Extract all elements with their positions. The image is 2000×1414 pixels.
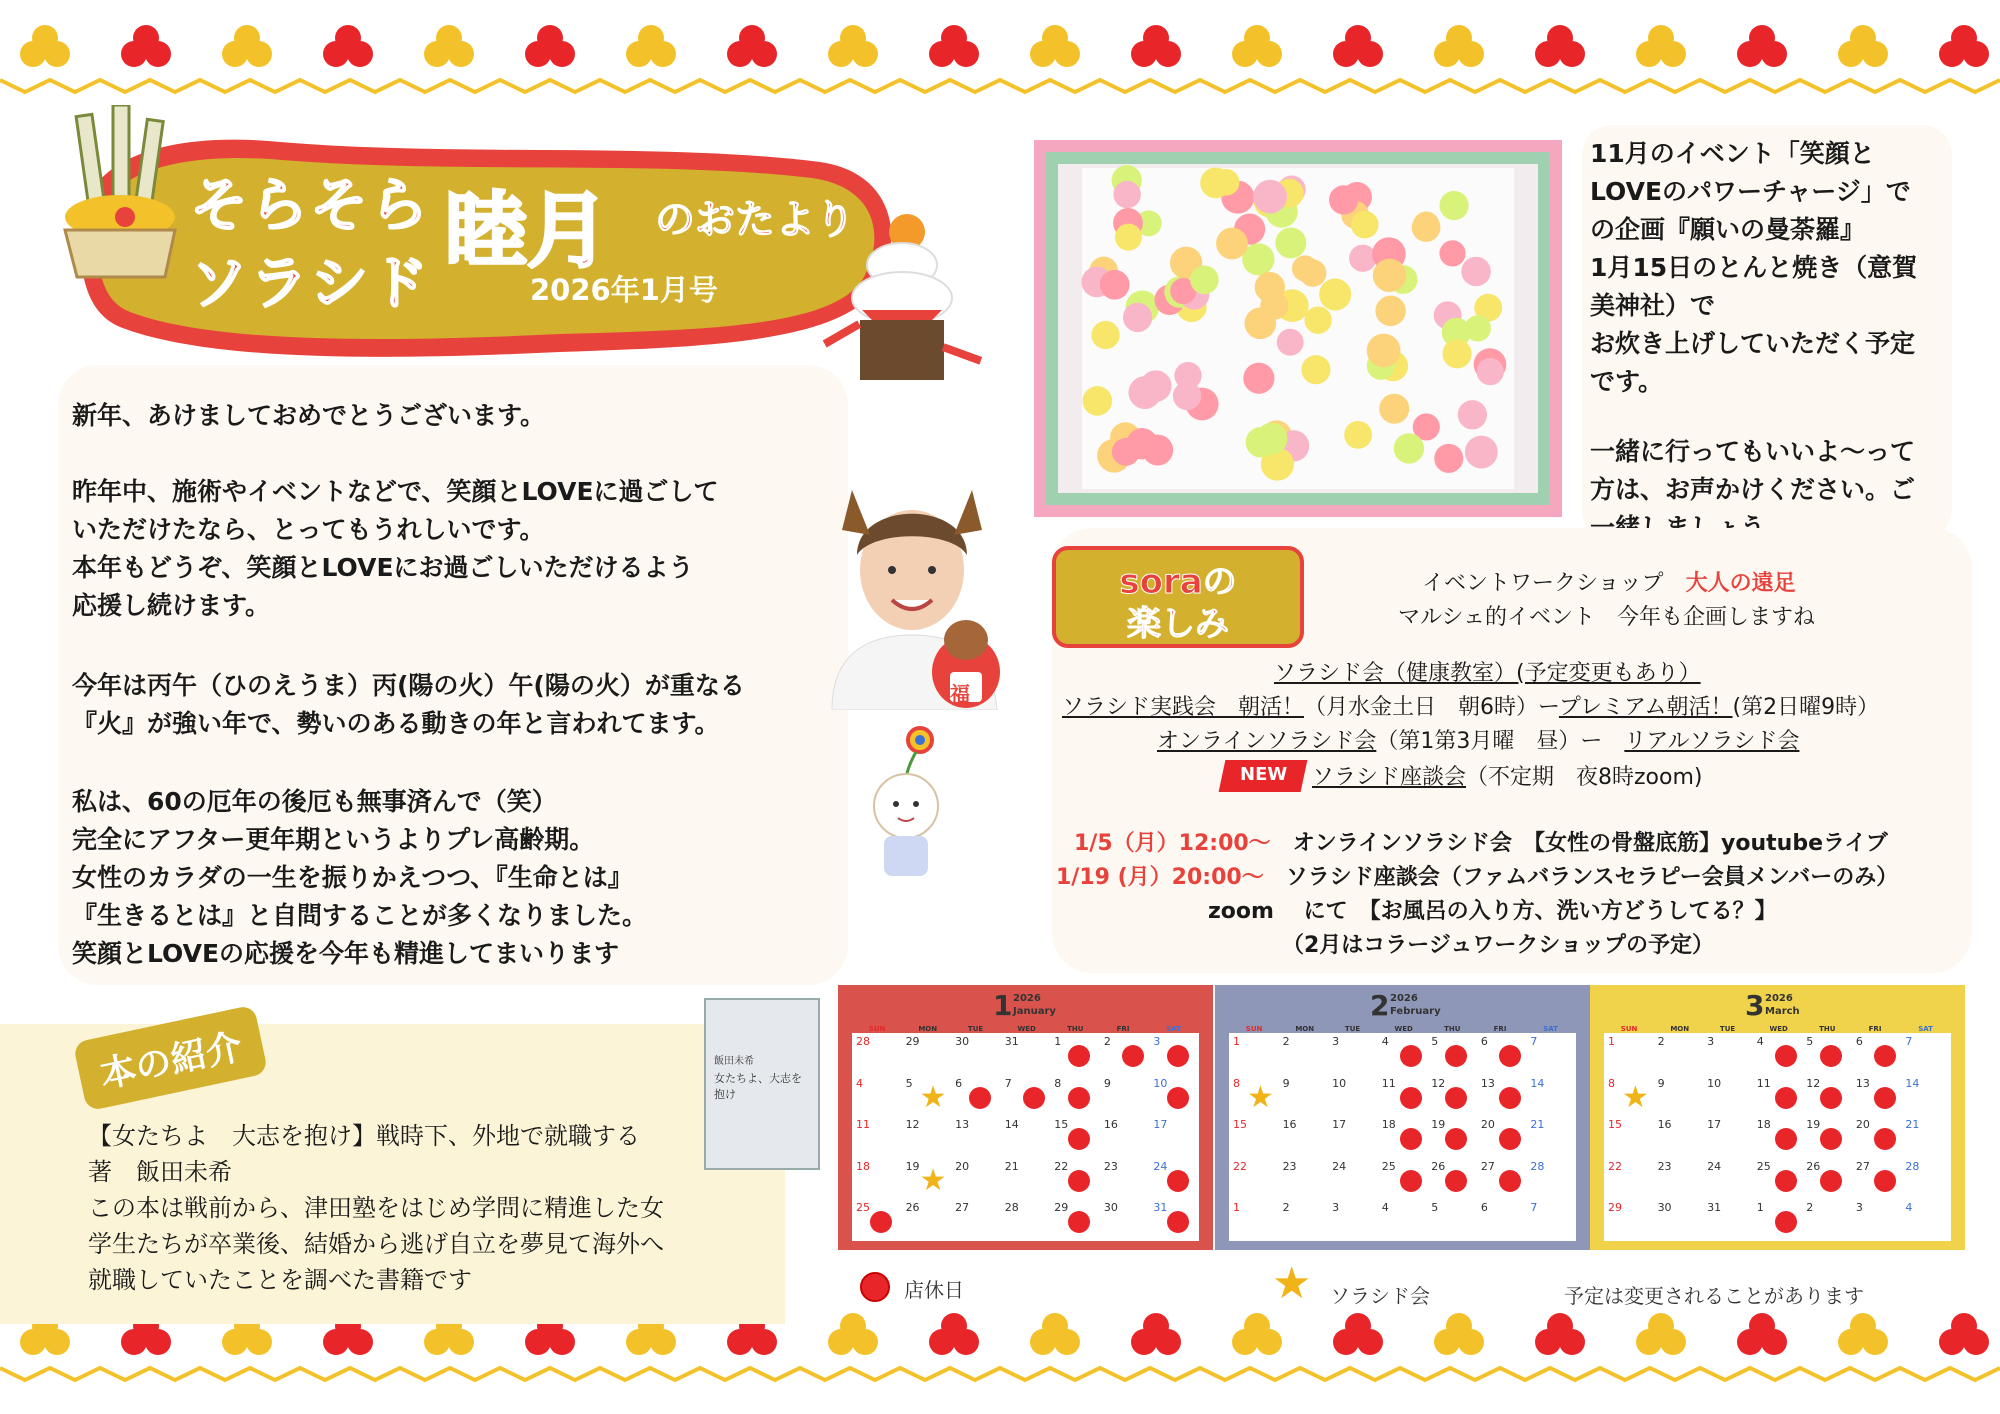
calendar-day: 1: [1756, 1201, 1764, 1215]
calendar-day: 27: [955, 1201, 970, 1215]
calendar-day: 4: [1756, 1035, 1764, 1048]
book-cover: [704, 998, 820, 1170]
calendar-day: 4: [856, 1076, 863, 1090]
calendar-day: 1: [1233, 1201, 1240, 1215]
closed-day-marker: [1775, 1045, 1797, 1067]
closed-day-marker: [1775, 1087, 1797, 1109]
marche-line: マルシェ的イベント 今年も企画しますね: [1398, 605, 1816, 630]
title-sorasora: そらそら: [190, 171, 431, 239]
event-line: お炊き上げしていただく予定: [1590, 329, 1916, 358]
closed-day-marker: [1775, 1128, 1797, 1150]
book-cover-title: 女たちよ、大志を抱け: [714, 1072, 802, 1101]
closed-day-marker: [1874, 1170, 1896, 1192]
calendar-day: 15: [1608, 1118, 1622, 1132]
calendar-month-number: 1: [993, 989, 1013, 1022]
calendar-day: 1: [1608, 1035, 1615, 1048]
calendar-day: 28: [1004, 1201, 1019, 1215]
calendar-day: 13: [1855, 1076, 1870, 1090]
calendar-day: 25: [856, 1201, 870, 1215]
book-line: 学生たちが卒業後、結婚から逃げ自立を夢見て海外へ: [88, 1230, 664, 1258]
calendar-day: 8: [1054, 1076, 1062, 1090]
calendar-day: 2: [1282, 1201, 1290, 1215]
calendar-day: 16: [1103, 1118, 1118, 1132]
weekday-label: MON: [1670, 1025, 1690, 1033]
schedule-2: [1056, 860, 1898, 891]
greeting-line: 笑顔とLOVEの応援を今年も精進してまいります: [72, 939, 620, 968]
closed-day-marker: [1445, 1087, 1467, 1109]
calendar-grid: [852, 1033, 1199, 1241]
closed-day-marker: [1068, 1170, 1090, 1192]
calendar-day: 2: [1806, 1201, 1814, 1215]
calendar-day: 15: [1054, 1118, 1069, 1132]
calendar-day: 17: [1332, 1118, 1347, 1132]
calendar-year: 2026: [1013, 993, 1041, 1004]
calendar-day: 3: [1855, 1201, 1863, 1215]
legend-note: 予定は変更されることがあります: [1564, 1284, 1864, 1308]
issue-label: 2026年1月号: [530, 273, 718, 307]
weekday-label: THU: [1067, 1025, 1084, 1033]
calendar-day: 12: [1806, 1076, 1821, 1090]
calendar-day: 8: [1608, 1076, 1615, 1090]
weekday-label: FRI: [1116, 1025, 1130, 1033]
calendar-day: 20: [1480, 1118, 1495, 1132]
calendar-day: 26: [1431, 1159, 1446, 1173]
calendar-day: 30: [955, 1035, 970, 1048]
greeting-line: 『火』が強い年で、勢いのある動きの年と言われてます。: [72, 709, 720, 738]
calendar-day: 16: [1282, 1118, 1297, 1132]
calendar-march: [1590, 985, 1965, 1250]
calendar-day: 23: [1657, 1159, 1672, 1173]
book-cover-author: 飯田未希: [714, 1056, 754, 1067]
closed-day-marker: [1874, 1045, 1896, 1067]
online-time: （第1第3月曜 昼）ー: [1376, 729, 1625, 754]
health-class-link[interactable]: ソラシド会（健康教室）(予定変更もあり）: [1274, 661, 1701, 686]
schedule-1: [1074, 826, 1888, 857]
greeting-line: 昨年中、施術やイベントなどで、笑顔とLOVEに過ごして: [72, 477, 719, 506]
book-line: この本は戦前から、津田塾をはじめ学問に精進した女: [88, 1194, 664, 1222]
calendar-day: 9: [1282, 1076, 1290, 1090]
title-solasido: ソラシド: [190, 249, 431, 317]
calendar-day: 11: [1756, 1076, 1771, 1090]
closed-day-marker: [1874, 1087, 1896, 1109]
event-line: 方は、お声かけください。ご: [1590, 475, 1916, 504]
calendar-day: 4: [1381, 1035, 1389, 1048]
calendar-day: 5: [1806, 1035, 1814, 1048]
calendar-year: 2026: [1765, 993, 1793, 1004]
calendar-day: 5: [1431, 1201, 1439, 1215]
calendar-day: 5: [1431, 1035, 1439, 1048]
greeting-line: 完全にアフター更年期というよりプレ高齢期。: [72, 825, 595, 854]
calendar-day: 31: [1707, 1201, 1722, 1215]
calendar-day: 24: [1153, 1159, 1168, 1173]
calendar-day: 3: [1153, 1035, 1161, 1048]
greeting-line: 応援し続けます。: [72, 591, 271, 620]
book-line: 就職していたことを調べた書籍です: [88, 1266, 472, 1294]
calendar-day: 17: [1707, 1118, 1722, 1132]
calendar-day: 12: [905, 1118, 920, 1132]
weekday-label: TUE: [967, 1025, 984, 1033]
calendar-day: 27: [1855, 1159, 1870, 1173]
workshop-line: [1422, 566, 1796, 597]
calendar-day: 18: [1756, 1118, 1771, 1132]
closed-day-marker: [1068, 1087, 1090, 1109]
calendar-day: 21: [1530, 1118, 1545, 1132]
practice-line: [1062, 690, 1879, 721]
event-line: の企画『願いの曼荼羅』: [1590, 215, 1866, 244]
closed-day-marker: [1445, 1170, 1467, 1192]
calendar-day: 29: [1608, 1201, 1622, 1215]
event-line: 美神社）で: [1590, 291, 1716, 320]
weekday-label: SUN: [1245, 1025, 1263, 1033]
calendar-month-name: February: [1390, 1006, 1441, 1017]
greeting-line: 今年は丙午（ひのえうま）丙(陽の火）午(陽の火）が重なる: [72, 671, 745, 700]
calendar-day: 6: [1855, 1035, 1863, 1048]
weekday-label: SUN: [868, 1025, 886, 1033]
weekday-label: MON: [918, 1025, 938, 1033]
solasido-star-marker: ★: [1622, 1079, 1649, 1115]
calendar-day: 30: [1657, 1201, 1672, 1215]
premium-time: (第2日曜9時）: [1732, 695, 1880, 720]
calendar-day: 2: [1103, 1035, 1111, 1048]
event-line: 1月15日のとんと焼き（意賀: [1590, 253, 1918, 282]
new-badge-label: NEW: [1240, 764, 1288, 785]
legend-closed: 店休日: [904, 1278, 964, 1302]
calendar-day: 10: [1153, 1076, 1168, 1090]
calendar-day: 3: [1707, 1035, 1715, 1048]
calendar-year: 2026: [1390, 993, 1418, 1004]
calendar-day: 3: [1332, 1201, 1340, 1215]
calendar-day: 1: [1233, 1035, 1240, 1048]
calendar-day: 8: [1233, 1076, 1240, 1090]
calendar-day: 29: [905, 1035, 920, 1048]
calendar-day: 2: [1282, 1035, 1290, 1048]
schedule-3: zoom にて 【お風呂の入り方、洗い方どうしてる？】: [1208, 899, 1777, 924]
top-plum-border: [0, 22, 2000, 112]
calendar-day: 27: [1480, 1159, 1495, 1173]
calendar-day: 18: [856, 1159, 870, 1173]
schedule-2-date: 1/19 (月）20:00～: [1056, 865, 1264, 890]
event-line: 11月のイベント「笑顔と: [1590, 139, 1875, 168]
title-month: 睦月: [445, 184, 610, 279]
practice-link[interactable]: ソラシド実践会 朝活！: [1062, 695, 1305, 720]
schedule-2-text: ソラシド座談会（ファムバランスセラピー会員メンバーのみ）: [1285, 865, 1899, 890]
event-line: LOVEのパワーチャージ」で: [1590, 177, 1911, 206]
weekday-label: WED: [1394, 1025, 1413, 1033]
calendar-february: [1215, 985, 1590, 1250]
schedule-1-text: オンラインソラシド会 【女性の骨盤底筋】youtubeライブ: [1292, 831, 1888, 856]
weekday-label: MON: [1295, 1025, 1315, 1033]
calendar-january: [838, 985, 1213, 1250]
weekday-label: SAT: [1543, 1025, 1558, 1033]
practice-time: （月水金土日 朝6時）ー: [1304, 695, 1559, 720]
calendar-day: 28: [1905, 1159, 1920, 1173]
weekday-label: THU: [1444, 1025, 1461, 1033]
calendar-day: 14: [1004, 1118, 1019, 1132]
calendar-month-number: 2: [1370, 989, 1390, 1022]
title-otayori: のおたより: [655, 197, 855, 243]
calendar-month-name: January: [1013, 1006, 1056, 1017]
greeting-line: 『生きるとは』と自問することが多くなりました。: [72, 901, 648, 930]
calendar-day: 13: [955, 1118, 970, 1132]
calendar-day: 24: [1332, 1159, 1347, 1173]
calendar-day: 26: [1806, 1159, 1821, 1173]
calendar-day: 12: [1431, 1076, 1446, 1090]
calendar-month-number: 3: [1745, 989, 1765, 1022]
calendar-day: 25: [1756, 1159, 1771, 1173]
premium-link[interactable]: プレミアム朝活！: [1558, 695, 1733, 720]
zadan-link[interactable]: ソラシド座談会: [1312, 765, 1467, 790]
event-line: です。: [1590, 367, 1664, 396]
calendar-day: 25: [1381, 1159, 1396, 1173]
calendar-day: 2: [1657, 1035, 1665, 1048]
calendar-day: 21: [1905, 1118, 1920, 1132]
event-line: 一緒に行ってもいいよ～って: [1590, 437, 1916, 466]
book-tag-label: 本の紹介: [96, 1026, 246, 1097]
greeting-line: 本年もどうぞ、笑顔とLOVEにお過ごしいただけるよう: [72, 553, 694, 582]
calendar-day: 7: [1530, 1035, 1538, 1048]
solasido-star-marker: ★: [919, 1079, 947, 1115]
calendar-day: 20: [1855, 1118, 1870, 1132]
calendar-day: 22: [1233, 1159, 1247, 1173]
daruma-label: 福: [950, 682, 970, 706]
solasido-star-icon: ★: [1272, 1258, 1312, 1309]
closed-day-marker: [1499, 1045, 1521, 1067]
online-line: [1157, 724, 1799, 755]
legend-solasido: ソラシド会: [1330, 1284, 1430, 1308]
closed-day-marker: [1167, 1087, 1189, 1109]
calendar-day: 13: [1480, 1076, 1495, 1090]
calendar-day: 4: [1381, 1201, 1389, 1215]
calendar-day: 11: [1381, 1076, 1396, 1090]
calendar-day: 3: [1332, 1035, 1340, 1048]
closed-day-marker: [1400, 1087, 1422, 1109]
closed-day-marker: [1874, 1128, 1896, 1150]
online-link[interactable]: オンラインソラシド会: [1157, 729, 1377, 754]
calendar-day: 28: [856, 1035, 870, 1048]
calendar-day: 10: [1332, 1076, 1347, 1090]
calendar-day: 7: [1905, 1035, 1913, 1048]
calendar-day: 18: [1381, 1118, 1396, 1132]
greeting-line: 私は、60の厄年の後厄も無事済んで（笑）: [72, 787, 557, 816]
calendar-day: 30: [1103, 1201, 1118, 1215]
book-line: 【女たちよ 大志を抱け】戦時下、外地で就職する: [88, 1122, 640, 1150]
weekday-label: WED: [1769, 1025, 1788, 1033]
closed-day-marker-icon: [860, 1272, 890, 1302]
mascot-icon: [858, 726, 954, 886]
closed-day-marker: [1775, 1170, 1797, 1192]
calendar-day: 4: [1905, 1201, 1913, 1215]
book-line: 著 飯田未希: [88, 1158, 232, 1186]
calendar-day: 14: [1905, 1076, 1920, 1090]
calendar-day: 16: [1657, 1118, 1672, 1132]
weekday-label: FRI: [1868, 1025, 1882, 1033]
closed-day-marker: [969, 1087, 991, 1109]
workshop-highlight: 大人の遠足: [1685, 571, 1796, 596]
mandala-photo: [1034, 140, 1562, 517]
schedule-4: （2月はコラージュワークショップの予定）: [1282, 933, 1714, 958]
mandala-photo-art: [1034, 140, 1562, 517]
sora-tag-line1: soraの: [1119, 562, 1237, 602]
calendar-month-name: March: [1765, 1006, 1800, 1017]
sora-tag-line2: 楽しみ: [1127, 604, 1229, 644]
weekday-label: FRI: [1493, 1025, 1507, 1033]
closed-day-marker: [1023, 1087, 1045, 1109]
zadan-line: [1312, 760, 1703, 791]
calendar-day: 9: [1657, 1076, 1665, 1090]
calendar-day: 5: [905, 1076, 913, 1090]
weekday-label: TUE: [1344, 1025, 1361, 1033]
calendar-day: 17: [1153, 1118, 1168, 1132]
weekday-label: WED: [1017, 1025, 1036, 1033]
closed-day-marker: [1775, 1211, 1797, 1233]
weekday-label: SAT: [1918, 1025, 1933, 1033]
greeting-line: いただけたなら、とってもうれしいです。: [72, 515, 545, 544]
closed-day-marker: [1499, 1170, 1521, 1192]
calendar-day: 22: [1608, 1159, 1622, 1173]
closed-day-marker: [1499, 1128, 1521, 1150]
closed-day-marker: [1499, 1087, 1521, 1109]
calendar-day: 20: [955, 1159, 970, 1173]
workshop-prefix: イベントワークショップ: [1422, 571, 1686, 596]
calendar-day: 19: [1431, 1118, 1446, 1132]
calendar-day: 19: [905, 1159, 920, 1173]
calendar-day: 26: [905, 1201, 920, 1215]
greeting-line: 女性のカラダの一生を振りかえつつ、『生命とは』: [72, 863, 633, 892]
zadan-time: （不定期 夜8時zoom): [1466, 765, 1703, 790]
calendar-day: 28: [1530, 1159, 1545, 1173]
real-link[interactable]: リアルソラシド会: [1624, 729, 1800, 754]
calendar-day: 1: [1054, 1035, 1062, 1048]
solasido-star-marker: ★: [919, 1162, 947, 1198]
schedule-1-date: 1/5（月）12:00～: [1074, 831, 1271, 856]
closed-day-marker: [1400, 1128, 1422, 1150]
weekday-label: SAT: [1166, 1025, 1181, 1033]
calendar-day: 15: [1233, 1118, 1247, 1132]
calendar-day: 7: [1530, 1201, 1538, 1215]
calendar-day: 23: [1103, 1159, 1118, 1173]
calendar-day: 9: [1103, 1076, 1111, 1090]
calendar-day: 11: [856, 1118, 870, 1132]
calendar-day: 6: [955, 1076, 963, 1090]
closed-day-marker: [1820, 1170, 1842, 1192]
closed-day-marker: [1820, 1087, 1842, 1109]
sora-tag: [1052, 546, 1304, 648]
calendar-day: 19: [1806, 1118, 1821, 1132]
calendar-day: 24: [1707, 1159, 1722, 1173]
solasido-star-marker: ★: [1247, 1079, 1274, 1115]
closed-day-marker: [1400, 1170, 1422, 1192]
calendar-day: 6: [1480, 1035, 1488, 1048]
calendar-day: 23: [1282, 1159, 1297, 1173]
greeting-line: 新年、あけましておめでとうございます。: [72, 401, 546, 430]
calendar-day: 14: [1530, 1076, 1545, 1090]
calendar-day: 6: [1480, 1201, 1488, 1215]
weekday-label: SUN: [1620, 1025, 1638, 1033]
weekday-label: TUE: [1719, 1025, 1736, 1033]
calendar-day: 10: [1707, 1076, 1722, 1090]
calendar-day: 31: [1153, 1201, 1168, 1215]
calendar-day: 22: [1054, 1159, 1069, 1173]
closed-day-marker: [1400, 1045, 1422, 1067]
kadomatsu-icon: [55, 105, 185, 280]
calendar-day: 21: [1004, 1159, 1019, 1173]
calendar-day: 31: [1004, 1035, 1019, 1048]
calendar-day: 7: [1004, 1076, 1012, 1090]
weekday-label: THU: [1819, 1025, 1836, 1033]
calendar-day: 29: [1054, 1201, 1069, 1215]
closed-day-marker: [1122, 1045, 1144, 1067]
